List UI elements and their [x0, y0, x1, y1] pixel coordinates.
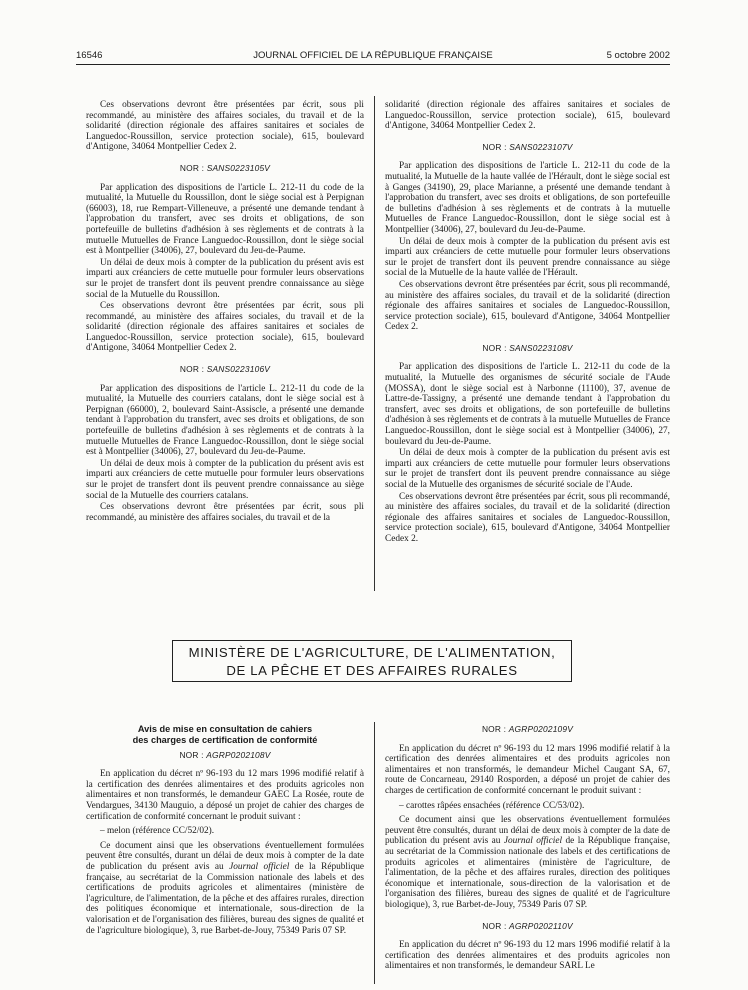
- column-divider-top: [374, 96, 375, 591]
- product-item: – melon (référence CC/52/02).: [100, 826, 215, 837]
- column-right-bottom: [385, 724, 670, 973]
- nor-reference: NOR : SANS0223107V: [482, 141, 573, 152]
- paragraph: Un délai de deux mois à compter de la publication du présent avis est imparti aux créanciers de cette mutuelle pour formuler leurs observations sur le projet de transfert dont ils peuvent prendre connaissance au siège social de la Mutuelle de la haute vallée de l'Hérault.: [385, 236, 670, 279]
- paragraph: Ces observations devront être présentées par écrit, sous pli recommandé, au ministère des affaires sociales, du travail et de la: [86, 502, 364, 523]
- nor-reference: NOR : AGRP0202110V: [482, 920, 573, 931]
- paragraph: Un délai de deux mois à compter de la publication du présent avis est imparti aux créanciers de cette mutuelle pour formuler leurs observations sur le projet de transfert dont ils peuvent prendre connaissance au siège social de la Mutuelle des organismes de sécurité sociale de l'Aude.: [385, 448, 670, 490]
- paragraph: En application du décret nº 96-193 du 12 mars 1996 modifié relatif à la certification des denrées alimentaires et des produits agricoles non alimentaires et non transformés, le demandeur SARL Le: [385, 940, 670, 972]
- ministry-heading-line: MINISTÈRE DE L'AGRICULTURE, DE L'ALIMENTATION,: [188, 645, 556, 660]
- column-right-top: [385, 100, 670, 546]
- nor-reference: NOR : SANS0223105V: [179, 162, 271, 173]
- ministry-heading-line: DE LA PÊCHE ET DES AFFAIRES RURALES: [226, 663, 518, 678]
- page-number: 16546: [76, 50, 103, 61]
- nor-reference: NOR : AGRP0202108V: [179, 749, 271, 760]
- column-left-bottom: [86, 724, 364, 937]
- nor-reference: NOR : SANS0223106V: [179, 364, 271, 375]
- header-rule: [76, 64, 670, 65]
- paragraph: Ce document ainsi que les observations éventuellement formulées peuvent être consultés, durant un délai de deux mois à compter de la date de publication du présent avis au Journal officiel de la République française, au secrétariat de la Commission nationale des labels et des certifications de produits agricoles et alimentaires (ministère de l'agriculture, de l'alimentation, de la pêche et des affaires rurales, direction des politiques économique et internationale, sous-direction de la valorisation et de l'organisation des filières, bureau des signes de qualité et de l'agriculture biologique), 3, rue Barbet-de-Jouy, 75349 Paris 07 SP.: [86, 840, 365, 936]
- paragraph: Un délai de deux mois à compter de la publication du présent avis est imparti aux créanciers de cette mutuelle pour formuler leurs observations sur le projet de transfert dont ils peuvent prendre connaissance au siège social de la Mutuelle du Roussillon.: [86, 257, 364, 300]
- nor-reference: NOR : AGRP0202109V: [481, 724, 574, 734]
- paragraph: Par application des dispositions de l'article L. 212-11 du code de la mutualité, la Mutuelle du Roussillon, dont le siège social est à Perpignan (66003), 18, rue Rempart-Villeneuve, a présenté une demande tendant à l'approbation du transfert, avec ses droits et obligations, de son portefeuille de bulletins d'adhésion à ses règlements et de contrats à la mutuelle Mutuelles de France Languedoc-Roussillon, dont le siège social est à Montpellier (34006), 27, boulevard du Jeu-de-Paume.: [86, 182, 364, 257]
- paragraph: Ces observations devront être présentées par écrit, sous pli recommandé, au ministère des affaires sociales, du travail et de la solidarité (direction régionale des affaires sanitaires et sociales de Languedoc-Roussillon, service protection sociale), 615, boulevard d'Antigone, 34064 Montpellier Cedex 2.: [385, 279, 670, 333]
- journal-title: JOURNAL OFFICIEL DE LA RÉPUBLIQUE FRANÇAISE: [253, 50, 493, 61]
- column-left-top: [86, 100, 364, 524]
- paragraph: Par application des dispositions de l'article L. 212-11 du code de la mutualité, la Mutuelle des organismes de sécurité sociale de l'Aude (MOSSA), dont le siège social est à Narbonne (11100), 37, avenue de Lattre-de-Tassigny, a présenté une demande tendant à l'approbation du transfert, avec ses droits et obligations, de son portefeuille de bulletins d'adhésion à ses règlements et de contrats à la mutuelle Mutuelles de France Languedoc-Roussillon, dont le siège social est à Montpellier (34006), 27, boulevard du Jeu-de-Paume.: [385, 362, 670, 447]
- column-divider-bottom: [374, 722, 375, 984]
- page-header: [76, 50, 670, 64]
- paragraph: En application du décret nº 96-193 du 12 mars 1996 modifié relatif à la certification des denrées alimentaires et des produits agricoles non alimentaires et non transformés, le demandeur GAEC La Rosée, route de Vendargues, 34130 Mauguio, a déposé un projet de cahier des charges de certification de conformité concernant le produit suivant :: [86, 769, 364, 822]
- paragraph: Ces observations devront être présentées par écrit, sous pli recommandé, au ministère des affaires sociales, du travail et de la solidarité (direction régionale des affaires sanitaires et sociales de Languedoc-Roussillon, service protection sociale), 615, boulevard d'Antigone, 34064 Montpellier Cedex 2.: [385, 491, 670, 544]
- paragraph: solidarité (direction régionale des affaires sanitaires et sociales de Languedoc-Roussillon, service protection sociale), 615, boulevard d'Antigone, 34064 Montpellier Cedex 2.: [385, 100, 670, 132]
- publication-date: 5 octobre 2002: [606, 50, 670, 61]
- paragraph: Par application des dispositions de l'article L. 212-11 du code de la mutualité, la Mutuelle des courriers catalans, dont le siège social est à Perpignan (66000), 2, boulevard Saint-Assiscle, a présenté une demande tendant à l'approbation du transfert, avec ses droits et obligations, de son portefeuille de bulletins d'adhésion à ses règlements et de contrats à la mutuelle Mutuelles de France Languedoc-Roussillon, dont le siège social est à Montpellier (34006), 27, boulevard du Jeu-de-Paume.: [86, 383, 364, 458]
- paragraph: Par application des dispositions de l'article L. 212-11 du code de la mutualité, la Mutuelle de la haute vallée de l'Hérault, dont le siège social est à Ganges (34190), 29, place Marianne, a présenté une demande tendant à l'approbation du transfert, avec ses droits et obligations, de son portefeuille de bulletins d'adhésion à ses règlements et de contrats à la mutuelle Mutuelles de France Languedoc-Roussillon, dont le siège social est à Montpellier (34006), 27, boulevard du Jeu-de-Paume.: [385, 161, 670, 235]
- nor-reference: NOR : SANS0223108V: [482, 342, 573, 353]
- paragraph: Un délai de deux mois à compter de la publication du présent avis est imparti aux créanciers de cette mutuelle pour formuler leurs observations sur le projet de transfert dont ils peuvent prendre connaissance au siège social de la Mutuelle des courriers catalans.: [86, 458, 364, 501]
- paragraph: Ces observations devront être présentées par écrit, sous pli recommandé, au ministère des affaires sociales, du travail et de la solidarité (direction régionale des affaires sanitaires et sociales de Languedoc-Roussillon, service protection sociale), 615, boulevard d'Antigone, 34064 Montpellier Cedex 2.: [86, 301, 364, 354]
- paragraph: En application du décret nº 96-193 du 12 mars 1996 modifié relatif à la certification des denrées alimentaires et des produits agricoles non alimentaires et non transformés, le demandeur Michel Caugant SA, 67, route de Concarneau, 29140 Rosporden, a déposé un projet de cahier des charges de certification de conformité concernant le produit suivant :: [385, 743, 670, 796]
- product-item: – carottes râpées ensachées (référence CC/53/02).: [399, 800, 585, 811]
- ministry-heading-box: [172, 640, 572, 682]
- paragraph: Ces observations devront être présentées par écrit, sous pli recommandé, au ministère des affaires sociales, du travail et de la solidarité (direction régionale des affaires sanitaires et sociales de Languedoc-Roussillon, service protection sociale), 615, boulevard d'Antigone, 34064 Montpellier Cedex 2.: [86, 100, 364, 153]
- section-title: Avis de mise en consultation de cahiers des charges de certification de conformité: [132, 724, 318, 745]
- paragraph: Ce document ainsi que les observations éventuellement formulées peuvent être consultés, durant un délai de deux mois à compter de la date de publication du présent avis au Journal officiel de la République française, au secrétariat de la Commission nationale des labels et des certifications de produits agricoles et alimentaires (ministère de l'agriculture, de l'alimentation, de la pêche et des affaires rurales, direction des politiques économique et internationale, sous-direction de la valorisation et de l'organisation des filières, bureau des signes de qualité et de l'agriculture biologique), 3, rue Barbet-de-Jouy, 75349 Paris 07 SP.: [385, 815, 670, 910]
